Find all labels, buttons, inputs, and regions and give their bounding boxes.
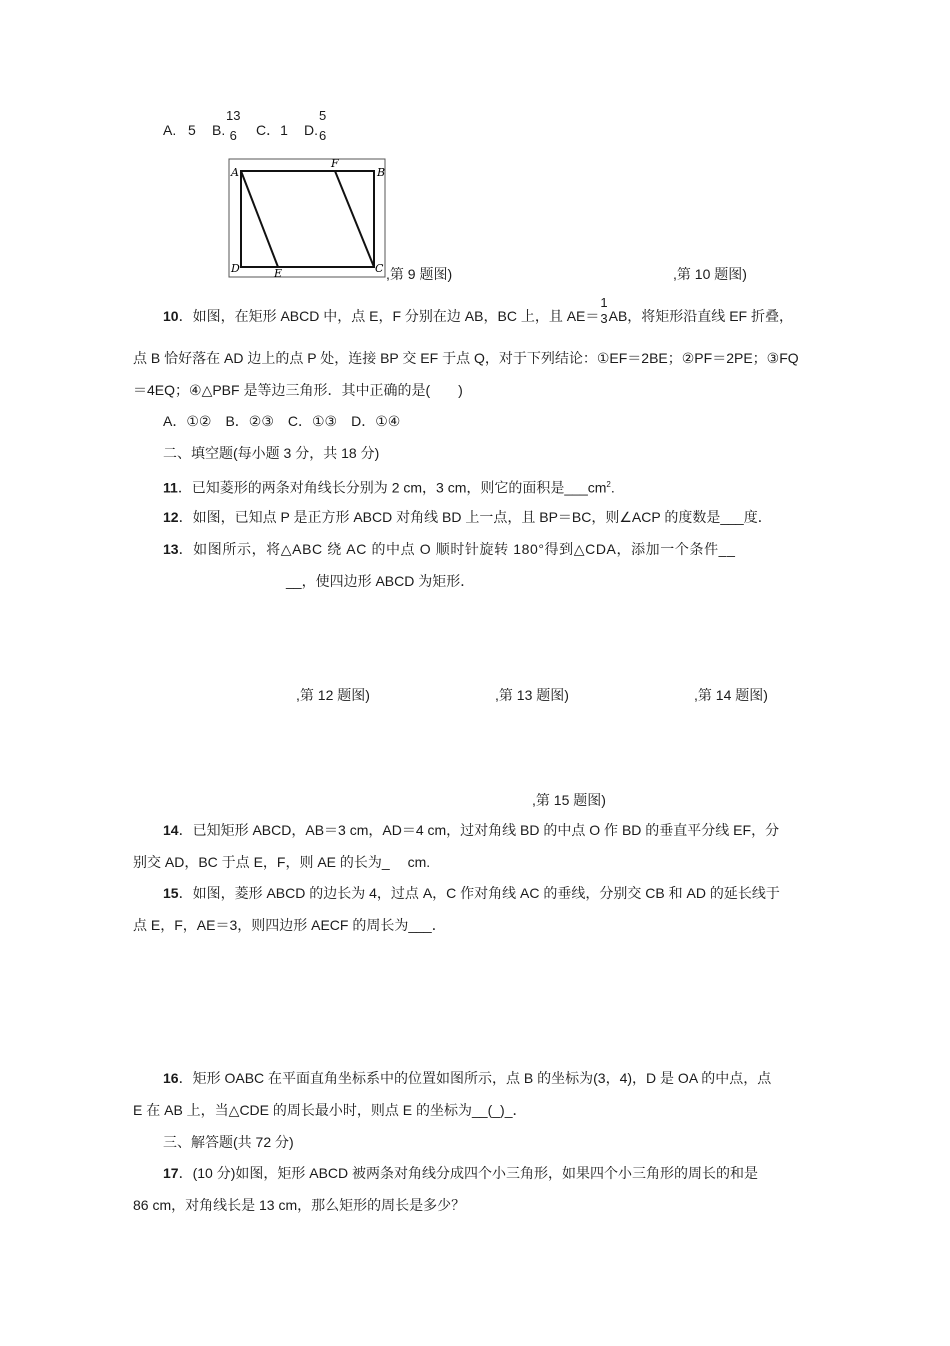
q15-line-2: 点 E，F，AE＝3，则四边形 AECF 的周长为___． [133, 917, 446, 933]
q10-number: 10 [163, 308, 179, 324]
q17-number: 17 [163, 1165, 179, 1181]
q14-line-1 [163, 820, 819, 840]
segment-ae [241, 171, 278, 267]
option-d-numerator: 5 [319, 108, 327, 123]
q12-number: 12 [163, 509, 179, 525]
q16-number: 16 [163, 1070, 179, 1086]
q10-fraction [600, 295, 607, 327]
option-d-fraction [319, 108, 326, 144]
label-c: C [375, 262, 384, 275]
option-a-label: A. [163, 122, 177, 138]
q13-line-2: __，使四边形 ABCD 为矩形． [286, 573, 475, 589]
q12-line [163, 507, 849, 527]
label-a: A [231, 166, 239, 179]
figure-9-rectangle [228, 158, 386, 278]
label-f: F [331, 158, 339, 170]
q10-options: A．①② B．②③ C．①③ D．①④ [163, 413, 401, 429]
q10-line-1 [163, 295, 819, 327]
q13-text-1: ．如图所示，将△ABC 绕 AC 的中点 O 顺时针旋转 180°得到△CDA，添加一个条件__ [178, 541, 736, 557]
caption-figure-15: ,第 15 题图) [532, 792, 606, 808]
section-2-heading: 二、填空题(每小题 3 分，共 18 分) [163, 445, 380, 461]
q15-number: 15 [163, 885, 179, 901]
q11-superscript: 2 [606, 480, 611, 489]
q10-text-1a: ．如图，在矩形 ABCD 中，点 E，F 分别在边 AB，BC 上，且 AE＝ [178, 308, 600, 324]
q16-line-2: E 在 AB 上，当△CDE 的周长最小时，则点 E 的坐标为__(_)_． [133, 1102, 527, 1118]
q16-line-1 [163, 1068, 819, 1088]
caption-figure-14: ,第 14 题图) [694, 687, 768, 703]
q10-fraction-numerator: 1 [600, 295, 608, 311]
q10-line-2: 点 B 恰好落在 AD 边上的点 P 处，连接 BP 交 EF 于点 Q，对于下列结论：①EF＝2BE；②PF＝2PE；③FQ [133, 350, 799, 366]
q11-end: . [610, 479, 615, 496]
option-d-label: D. [304, 122, 318, 138]
q11-line [163, 475, 849, 498]
q10-line-3: ＝4EQ；④△PBF 是等边三角形．其中正确的是( ) [133, 382, 463, 398]
q12-text: ．如图，已知点 P 是正方形 ABCD 对角线 BD 上一点，且 BP＝BC，则∠ACP 的度数是___度． [178, 509, 772, 525]
segment-fc [335, 171, 374, 267]
q15-text-1: ．如图，菱形 ABCD 的边长为 4，过点 A，C 作对角线 AC 的垂线，分别交 CB 和 AD 的延长线于 [178, 885, 780, 901]
q10-text-1b: AB，将矩形沿直线 EF 折叠， [608, 308, 793, 324]
option-b-numerator: 13 [226, 108, 241, 123]
q17-line-2: 86 cm，对角线长是 13 cm，那么矩形的周长是多少？ [133, 1197, 466, 1213]
q17-text-1: ．(10 分)如图，矩形 ABCD 被两条对角线分成四个小三角形，如果四个小三角形的周长的和是 [178, 1165, 759, 1181]
caption-figure-9: ,第 9 题图) [386, 266, 453, 282]
label-d: D [231, 262, 240, 275]
caption-figure-10: ,第 10 题图) [673, 266, 747, 282]
option-b-fraction [226, 108, 240, 144]
q16-text-1: ．矩形 OABC 在平面直角坐标系中的位置如图所示，点 B 的坐标为(3，4)，D 是 OA 的中点，点 [178, 1070, 772, 1086]
label-b: B [377, 166, 386, 179]
q11-text: ．已知菱形的两条对角线长分别为 2 cm，3 cm，则它的面积是___cm [177, 479, 607, 496]
q14-text-1: ．已知矩形 ABCD，AB＝3 cm，AD＝4 cm，过对角线 BD 的中点 O 作 BD 的垂直平分线 EF，分 [178, 822, 780, 838]
q15-line-1 [163, 883, 819, 903]
option-b-label: B. [212, 122, 226, 138]
q17-line-1 [163, 1163, 819, 1183]
q14-number: 14 [163, 822, 179, 838]
q13-number: 13 [163, 541, 179, 557]
q10-fraction-denominator: 3 [600, 311, 608, 327]
option-c: C．1 [256, 122, 288, 138]
q14-line-2: 别交 AD，BC 于点 E，F，则 AE 的长为_ cm. [133, 854, 431, 870]
label-e: E [274, 267, 283, 278]
q13-line-1 [163, 539, 819, 559]
option-b-denominator: 6 [229, 128, 237, 143]
caption-figure-12: ,第 12 题图) [296, 687, 370, 703]
option-a-value: 5 [188, 122, 196, 138]
q11-number: 11 [163, 479, 178, 496]
option-d-denominator: 6 [319, 128, 327, 143]
figure-border [229, 159, 385, 277]
section-3-heading: 三、解答题(共 72 分) [163, 1134, 294, 1150]
caption-figure-13: ,第 13 题图) [495, 687, 569, 703]
